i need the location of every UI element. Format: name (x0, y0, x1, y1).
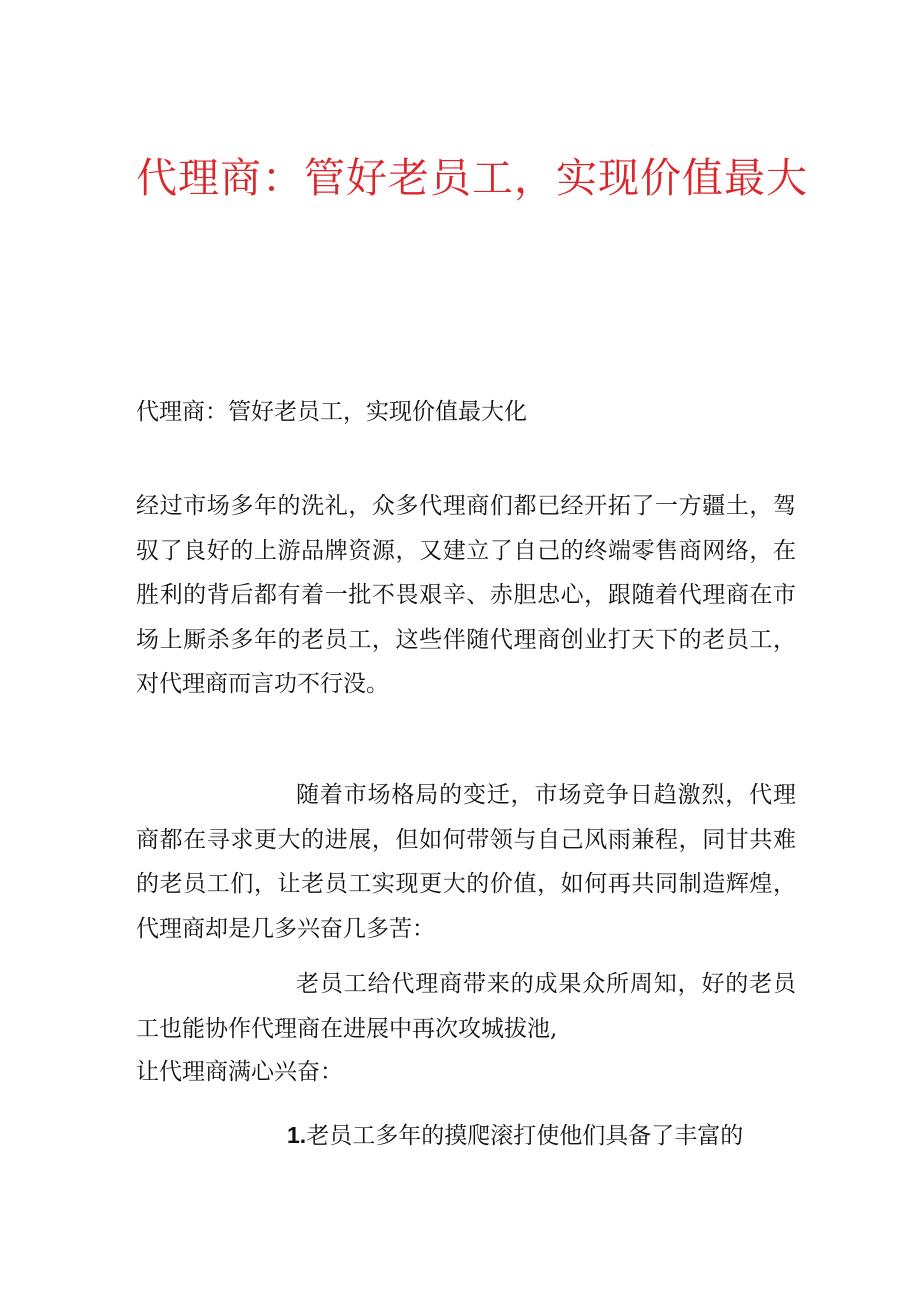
list-item-text: 老员工多年的摸爬滚打使他们具备了丰富的 (306, 1123, 744, 1149)
document-title: 代理商：管好老员工，实现价值最大 (136, 154, 808, 202)
paragraph-2: 随着市场格局的变迁，市场竞争日趋激烈，代理商都在寻求更大的进展，但如何带领与自己风雨兼程，同甘共难的老员工们，让老员工实现更大的价值，如何再共同制造辉煌，代理商却是几多兴奋几多苦： (136, 782, 796, 942)
paragraph-4: 让代理商满心兴奋： (136, 1059, 343, 1085)
list-item (287, 1113, 743, 1159)
paragraph-1: 经过市场多年的洗礼，众多代理商们都已经开拓了一方疆土，驾驭了良好的上游品牌资源，又建立了自己的终端零售商网络，在胜利的背后都有着一批不畏艰辛、赤胆忠心，跟随着代理商在市场上厮杀多年的老员工，这些伴随代理商创业打天下的老员工，对代理商而言功不行没。 (136, 493, 796, 697)
document-subtitle: 代理商：管好老员工，实现价值最大化 (136, 399, 527, 425)
paragraph-3: 老员工给代理商带来的成果众所周知，好的老员工也能协作代理商在进展中再次攻城拔池, (136, 971, 796, 1042)
list-item-number: 1. (287, 1122, 307, 1148)
